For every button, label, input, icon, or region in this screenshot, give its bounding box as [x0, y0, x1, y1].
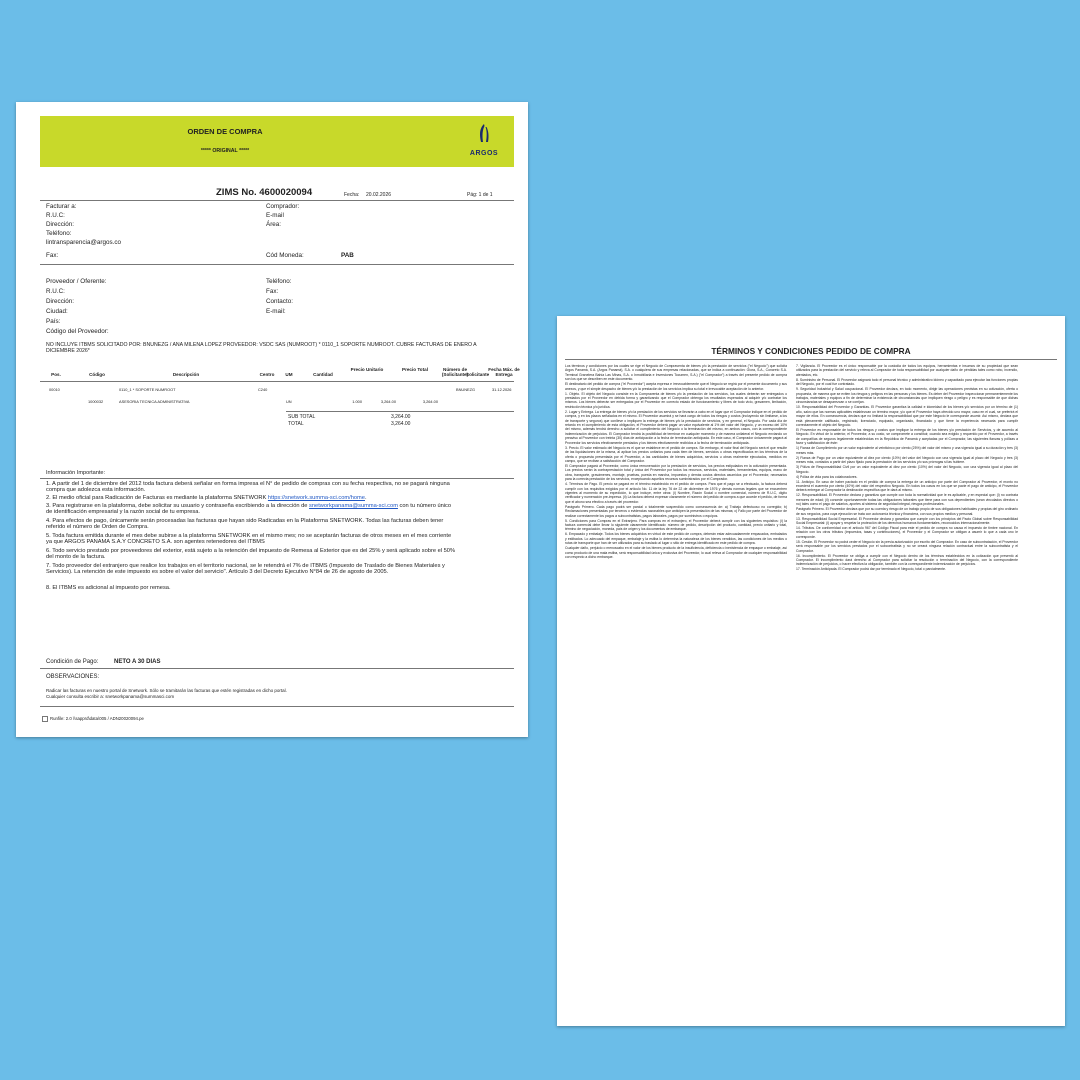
divider — [40, 478, 514, 479]
terms-page — [557, 316, 1065, 1026]
terms-paragraph: 6. Empacado y embalaje. Todos los bienes adquiridos en virtud de este pedido de compra, deberán estar adecuadamente empacados, embalados y estibados. Lo adecuado del empaque, embalaje y la estiba lo determina la naturaleza de los bienes vendidos, las condiciones de los medios o rutas de transporte que han de ser utilizados para su traslado al lugar o sitio de entrega identificado en este pedido de compra. — [565, 532, 787, 546]
supplier-proveedor: Proveedor / Oferente: — [46, 278, 107, 285]
col-numero-solicitante: Número de (Solicitante) — [441, 367, 469, 377]
col-centro: Centro — [259, 372, 275, 377]
terms-paragraph: 9. Seguridad Industrial y Salud ocupacional. El Proveedor declara, en todo momento, dirigir las operaciones previstas en su cotización, oferta o propuesta, de manera que se eviten los riesgos y peligros en las personas y los bienes. Es deber del Proveedor inspeccionar permanentemente los trabajos, materiales y equipos a fin de determinar la existencia de circunstancias que impliquen riesgo o peligro y es responsable de que dichas circunstancias se desaparezcan o se corrijan. — [796, 387, 1018, 405]
info-item-3: 3. Para registrarse en la plataforma, debe solicitar su usuario y contraseña escribiendo a la dirección de snetworkpanama@summa-sci.com con tu número único de identificación empresarial y la razón social de tu empresa. — [46, 503, 452, 516]
order-note-line2: DICIEMBRE 2026* — [46, 348, 90, 354]
billing-ruc: R.U.C: — [46, 212, 65, 219]
payment-condition-value: NETO A 30 DIAS — [114, 659, 161, 665]
page-indicator: Pág: 1 de 1 — [467, 192, 493, 198]
terms-paragraph: 2) Fianza de Pago por un valor equivalente al diez por ciento (10%) del valor del Negocio con una vigencia igual al plazo del Negocio y tres (3) meses más, contados a partir del plazo fijado para la prestación de los servicios y/o sus prórrogas si las hubiere. — [796, 455, 1018, 465]
terms-paragraph: 3. Precio. El valor estimado del Negocio es el que se establece en el pedido de compra. Sin embargo, el valor final del Negocio será el que resulte de las liquidaciones de la misma, al aplicar los precios unitarios para cada ítem de bienes, servicios u obras especificados en los términos de la oferta o propuesta presentada por el Proveedor, a las cantidades de bienes adquiridos, servicios u obras realmente ejecutados, medidos en campo, que se reciban a satisfacción del Comprador. — [565, 445, 787, 463]
terms-paragraph: 4) Póliza de vida para los colaboradores. — [796, 474, 858, 479]
terms-title: TÉRMINOS Y CONDICIONES PEDIDO DE COMPRA — [711, 346, 911, 356]
info-item-5: 5. Toda factura emitida durante el mes debe subirse a la plataforma SNETWORK en el mismo mes; no se aceptarán facturas de otros meses en el mes corriente ya que ARGOS PANAMA S.A.Y CONCRETO S.A. son agentes retenedores del ITBMS — [46, 533, 452, 546]
col-cantidad: Cantidad — [313, 372, 333, 377]
info-item-7: 7. Todo proveedor del extranjero que realice los trabajos en el territorio nacional, se le retendrá el 7% de ITBMS (Impuesto de Traslado de Bienes Materiales y Servicios). La retención de este impuesto es sobre el valor del servicio". Artículo 3 del Decreto Ejecutivo N°84 de 26 de agosto de 2005. — [46, 563, 445, 576]
terms-paragraph: El Comprador pagará al Proveedor, como única remuneración por la prestación de servicios, los precios estipulados en la cotización presentada. Los precios serán la contraprestación total y única del Proveedor por todos los recursos, servicios, materiales, herramientas, equipos, mano de obra, transporte, gravámenes, montaje, pruebas, puesta en marcha, impuestos y demás costos directos asumidos por el Proveedor, necesarios para la correcta prestación de los servicios, exceptuando aquellos recursos suministrados por el Comprador. — [565, 463, 787, 482]
row-um: UN — [286, 399, 292, 404]
argos-logo — [464, 122, 504, 157]
row-descripcion: 0110_1 * SOPORTE NUMROOT — [119, 387, 176, 392]
order-note-line1: NO INCLUYE ITBMS SOLICITADO POR: BNUNEZG / ANA MILENA LOPEZ PROVEEDOR: VSDC SAS (NUMROOT) * 0110_1 SOPORTE NUMROOT. CUBRE FACTURAS DE ENERO A — [46, 342, 477, 348]
billing-email: lintransparencia@argos.co — [46, 239, 121, 246]
info-item-1: 1. A partir del 1 de diciembre del 2012 toda factura deberá señalar en forma impresa el N° de pedido de compras con su fecha respectiva, no se pagará ninguna compra que adolezca esta información. — [46, 481, 450, 494]
row-unitario: 3,264.00 — [380, 399, 396, 404]
terms-paragraph: 15. Cesión. El Proveedor no podrá ceder el Negocio sin la previa autorización por escrito del Comprador. En caso de subcontratación, el Proveedor será responsable por los servicios prestados por el subcontratista y no se creará ninguna relación contractual entre la subcontratista y el Comprador. — [796, 539, 1018, 553]
purchase-order-page — [16, 102, 528, 737]
col-precio-total: Precio Total — [402, 367, 428, 372]
supplier-ciudad: Ciudad: — [46, 308, 68, 315]
terms-column-right — [796, 364, 1018, 1019]
billing-fax: Fax: — [46, 252, 59, 259]
terms-paragraph: 13. Responsabilidad Social Empresarial. El Proveedor declara y garantiza que cumple con los principios del Pacto Global sobre Responsabilidad Social Empresarial: (i) apoyar y respetar la protección de los derechos humanos fundamentales, reconocidos internacionalmente. — [796, 516, 1018, 525]
subtotal-value: 3,264.00 — [391, 414, 411, 420]
info-item-6: 6. Todo servicio prestado por proveedores del exterior, está sujeto a la retención del impuesto de Remesa al Exterior que es del 25% y será aplicado sobre el 50% del monto de la factura. — [46, 548, 455, 561]
terms-paragraph: 14. Tributos. De conformidad con el artículo 967 del Código Fiscal para este el pedido de compra no causa el impuesto de timbre nacional. En relación con los otros tributos (impuestos, tasas y contribuciones), el Proveedor y el Comprador se obligan a asumir lo que a cada uno le corresponde. — [796, 525, 1018, 539]
billing-telefono: Teléfono: — [46, 230, 72, 237]
total-value: 3,264.00 — [391, 421, 411, 427]
col-um: UM — [285, 372, 293, 377]
terms-paragraph: 4. Términos de Pago. El precio se pagará en el término establecido en el pedido de compra. Para que el pago se a efectuado, la factura deberá cumplir con los requisitos exigidos por el artículo No. 11 de la ley 76 de 22 de diciembre de 1976 y demás normas legales que se encuentren vigentes al momento de su expedición, lo que incluye, entre otros: (i) Nombre, Razón Social o nombre comercial, número de R.U.C, dígito verificador y numeración pre-impresa. (ii) La factura deberá expresar claramente el número del pedido de compra a que accede el pedido, de forma que el abono sea efectivo a través del proveedor. — [565, 482, 787, 504]
terms-paragraph: 10. Responsabilidad del Proveedor y Garantías. El Proveedor garantiza la calidad e idoneidad de los bienes y/o servicios por un término de (1) año, salvo que las normas aplicables establezcan un término mayor, y/o que el Proveedor haya ofrecido uno mayor, caso en el cual, se preferirá el mayor de ellos. En consecuencia, declara que no limitará la responsabilidad que por este Negocio le corresponde asumir. Así mismo, declara que está plenamente calificado, registrado, licenciado, equipado, organizado, financiado y que tiene la experiencia necesaria para cumplir correctamente el objeto del Negocio. — [796, 405, 1018, 428]
terms-paragraph: Los términos y condiciones por los cuales se rige el Negocio de Compraventa de bienes y/o la prestación de servicios ("el Negocio") que solicita Argos Panamá, S.A. (Argos Panamá), S.A. o cualquiera de sus empresas relacionadas, que se indica a continuación: Giora, S.A., Concreto S.A. Terminal Granelera Bahía Las Minas, S.A. o Inmobiliaria e Inversiones Tocumen, S.A.) ("el Comprador") a través del presente pedido de compra son los que se describen en este documento. — [565, 364, 787, 382]
doc-number: ZIMS No. 4600020094 — [216, 187, 313, 198]
terms-paragraph: Parágrafo Primero. Cada pago podrá ser parcial o totalmente suspendido como consecuencia de: a) Trabajo defectuoso no corregido; b) Reclamaciones presentadas por terceros o evidencias razonables que anticipen la presentación de las mismas; c) Fallo por parte del Proveedor de realizar correctamente los pagos a subcontratistas, pagos laborales, pagos por suministros o equipos. — [565, 504, 787, 518]
terms-paragraph: 12. Responsabilidad. El Proveedor declara y garantiza que cumple con toda la normatividad que le es aplicable, y en especial que: (i) no contrata menores de edad; (ii) concede oportunamente todas las obligaciones laborales que tiene para con sus dependientes (sean vinculados directos o no) tales como el pago de salarios, aportes al sistema de seguridad integral, riesgos profesionales. — [796, 493, 1018, 507]
col-codigo: Código — [89, 372, 105, 377]
col-solicitante: Solicitante — [466, 372, 490, 377]
terms-paragraph: 3) Póliza de Responsabilidad Civil por un valor equivalente al diez por ciento (10%) del valor del Negocio, con una vigencia igual al plazo del Negocio. — [796, 465, 1018, 474]
supplier-ruc: R.U.C: — [46, 288, 65, 295]
row-cantidad: 1.000 — [352, 399, 362, 404]
observaciones-line1: Radicar las facturas en nuestro portal de Snetwork. Sólo se tramitarán las facturas que estén registradas en dicho portal. — [46, 688, 287, 693]
row-pos: 00010 — [49, 387, 60, 392]
link[interactable]: https://snetwork.summa-sci.com/home — [267, 495, 365, 501]
terms-paragraph: Parágrafo Primero. El Proveedor declara que por su cuenta y riesgo de un trabajo propio de sus obligaciones habituales y propias del giro ordinario de sus negocios, para cuya ejecución se trata con autonomía técnica y financiera, con sus propios medios y personal. — [796, 507, 1018, 516]
terms-paragraph: 2. Lugar y Entrega. La entrega de bienes y/o la prestación de los servicios se llevarán a cabo en el lugar que el Comprador indique en el pedido de compra, y en los plazos señalados en el mismo. El Proveedor asumirá y se hará cargo de todos los riesgos y costos (incluyendo sin limitarse, a los de transporte y seguros) que conlleve o impliquen la entrega de bienes y/o la prestación de servicios, y en general, el Negocio. Por cada día de retardo en el cumplimiento de esta obligación, el Proveedor deberá pagar un valor equivalente al 1% del valor del Negocio, y un exceso del 10% del mismo, además tendrá derecho a solicitar el cumplimiento del Negocio o la terminación del mismo, en ambos casos, con la correspondiente indemnización de perjuicios. El Comprador tendrá la posibilidad de terminar en cualquier momento y de manera unilateral el Negocio enviando un preaviso al Proveedor con treinta (30) días de anticipación a la fecha de terminación anticipada. En este caso, el Comprador únicamente pagará al Proveedor los servicios efectivamente prestados y los bienes efectivamente recibidos a la fecha de terminación anticipada. — [565, 409, 787, 445]
supplier-telefono: Teléfono: — [266, 278, 292, 285]
info-title: Información Importante: — [46, 470, 106, 476]
terms-paragraph: 5. Condiciones para Compras en el Extranjero. Para compras en el extranjero, el Proveedor deberá cumplir con los siguientes requisitos: (i) la factura comercial debe llevar lo siguiente claramente identificado: número de pedido, descripción del producto, cantidad, precio unitario y total, término de negociación, moneda, país de origen y los documentos de embarque. — [565, 518, 787, 532]
billing-direccion: Dirección: — [46, 221, 74, 228]
subtotal-label: SUB TOTAL — [288, 414, 316, 420]
col-descripcion: Descripción — [172, 372, 200, 377]
row-total: 3,264.00 — [422, 399, 438, 404]
terms-paragraph: El destinatario del pedido de compra ("el Proveedor") acepta expresa e irrevocablemente que el Negocio se regirá por el presente documento y sus anexos, y que el simple despacho de bienes y/o la prestación de los servicios implica su total e irrevocable aceptación de lo anterior. — [565, 382, 787, 391]
col-precio-unitario: Precio Unitario — [350, 367, 384, 372]
link[interactable]: snetworkpanama@summa-sci.com — [309, 503, 398, 509]
terms-paragraph: 11. Anticipo. En caso de haber pactado en el pedido de compra la entrega de un anticipo por parte del Comprador al Proveedor, el monto no excederá el cuarenta por ciento (40%) del valor del respectivo Negocio. En todos los casos en los que se pacte el pago de anticipo, el Proveedor deberá entregar al Comprador la destinación específica que le dará al mismo. — [796, 479, 1018, 493]
divider — [40, 264, 514, 265]
logo-text: ARGOS — [469, 150, 499, 157]
terms-paragraph: 7. Vigilancia. El Proveedor es el único responsable por la custodia de todos los equipos, herramientas e insumos de su propiedad que sean utilizados para la prestación del servicio y releva al Comprador de toda responsabilidad por cualquier daño de pérdidas tales como robo, incendio, atentados, etc. — [796, 364, 1018, 377]
buyer-comprador: Comprador: — [266, 203, 300, 210]
argos-logo-icon — [473, 122, 495, 144]
row-codigo: 1000032 — [88, 399, 104, 404]
total-label: TOTAL — [288, 421, 304, 427]
divider — [40, 668, 514, 669]
divider — [40, 706, 514, 707]
fecha-label: Fecha: — [344, 192, 360, 198]
col-fecha-max: Fecha Máx. de Entrega — [488, 367, 520, 377]
row-centro: C240 — [258, 387, 268, 392]
header-banner — [40, 116, 514, 167]
supplier-direccion: Dirección: — [46, 298, 74, 305]
currency-label: Cód Moneda: — [266, 252, 304, 259]
subtotal-rule — [286, 411, 514, 412]
supplier-fax: Fax: — [266, 288, 279, 295]
col-pos: Pos. — [51, 372, 61, 377]
supplier-contacto: Contacto: — [266, 298, 293, 305]
terms-paragraph: El Proveedor es responsable de todos los riesgos y costos que implique la entrega de los bienes y/o prestación de Servicios, y de acuerdo al Negocio. En virtud de lo anterior, el Proveedor, a su costo, se compromete a constituir, cuando sea exigido y requerido por el Proveedor, a través de compañías de seguros legalmente establecidas en la República de Panamá y aceptadas por el Comprador, las siguientes fianzas y pólizas a favor y satisfacción de éste: — [796, 428, 1018, 446]
terms-paragraph: 1. Objeto. El objeto del Negocio consiste en la Compraventa de bienes y/o la prestación de los servicios, los cuales deberán ser entregados o prestados por el Proveedor en debida forma y garantizando que el Comprador obtenga los resultados esperados al adquirir y/o contratar los mismos. Los bienes deberán ser entregados por el Proveedor en correcto estado de funcionamiento y libres de todo vicio, gravamen, limitación, restricción técnica y/o jurídica. — [565, 391, 787, 409]
info-item-8: 8. El ITBMS es adicional al impuesto por remesa. — [46, 585, 171, 591]
payment-condition-label: Condición de Pago: — [46, 659, 99, 665]
footer-file-text: Runfile: 2.0 \\sapprd\data\005 / ADN20020094.pe — [50, 716, 144, 722]
terms-paragraph: Cualquier daño, perjuicio o menoscabo en el valor de los bienes producto de la insuficiencia, deficiencia o inexistencia de empaque o embalaje, así como producto de una mala estiba, será responsabilidad única y exclusiva del Proveedor, lo cual releva al Comprador de cualquier responsabilidad con respecto a dicho embarque. — [565, 546, 787, 559]
supplier-email: E-mail: — [266, 308, 286, 315]
buyer-email: E-mail — [266, 212, 284, 219]
footer-file — [42, 716, 144, 722]
row-solicitante: BNUNEZG — [456, 387, 476, 392]
terms-column-left — [565, 364, 787, 1019]
document-title: ORDEN DE COMPRA — [187, 127, 263, 136]
terms-paragraph: 16. Incumplimiento. El Proveedor se obliga a cumplir con el Negocio dentro de los términos establecidos en la cotización que presentó al Comprador. El incumplimiento dará derecho al Comprador para solicitar la resolución o terminación del Negocio, con la correspondiente indemnización de perjuicios, o hacer efectiva la obligación, también con la correspondiente indemnización de perjuicios. — [796, 553, 1018, 567]
terms-paragraph: 1) Fianza de Cumplimiento por un valor equivalente al veinticinco por ciento (25%) del valor del mismo y una vigencia igual a su duración y tres (3) meses más. — [796, 446, 1018, 455]
row-descripcion: ASESORIA TECNICA ADMINISTRATIVA — [119, 399, 190, 404]
info-item-4: 4. Para efectos de pago, únicamente serán procesadas las facturas que hayan sido Radicadas en la Plataforma SNETWORK. Todas las facturas deben tener referido el número de Orden de Compra. — [46, 518, 444, 531]
observaciones-line2: Cualquier consulta escribir a: snetworkpanama@summasci.com — [46, 694, 175, 699]
row-fecha: 31.12.2026 — [492, 387, 512, 392]
terms-title-rule — [565, 359, 1057, 360]
checkbox-icon — [42, 716, 48, 722]
terms-paragraph: 17. Terminación Anticipada. El Comprador podrá dar por terminado el Negocio, total o parcialmente. — [796, 567, 946, 572]
supplier-pais: País: — [46, 318, 61, 325]
fecha-value: 20.02.2026 — [366, 192, 392, 198]
table-header-rule — [40, 381, 514, 382]
info-item-2: 2. El medio oficial para Radicación de Facturas es mediante la plataforma SNETWORK https://snetwork.summa-sci.com/home. — [46, 495, 367, 501]
supplier-codigo: Código del Proveedor: — [46, 328, 109, 335]
currency-value: PAB — [341, 252, 354, 259]
terms-paragraph: 8. Suministro de Personal. El Proveedor asignará todo el personal técnico y administrativo idóneo y capacitado para ejecutar las funciones propias del Negocio, por el cual fue contratado. — [796, 377, 1018, 387]
original-mark: ***** ORIGINAL ***** — [200, 148, 250, 154]
buyer-area: Área: — [266, 221, 282, 228]
divider — [40, 200, 514, 201]
billing-facturar: Facturar a: — [46, 203, 77, 210]
observaciones-title: OBSERVACIONES: — [46, 674, 100, 680]
